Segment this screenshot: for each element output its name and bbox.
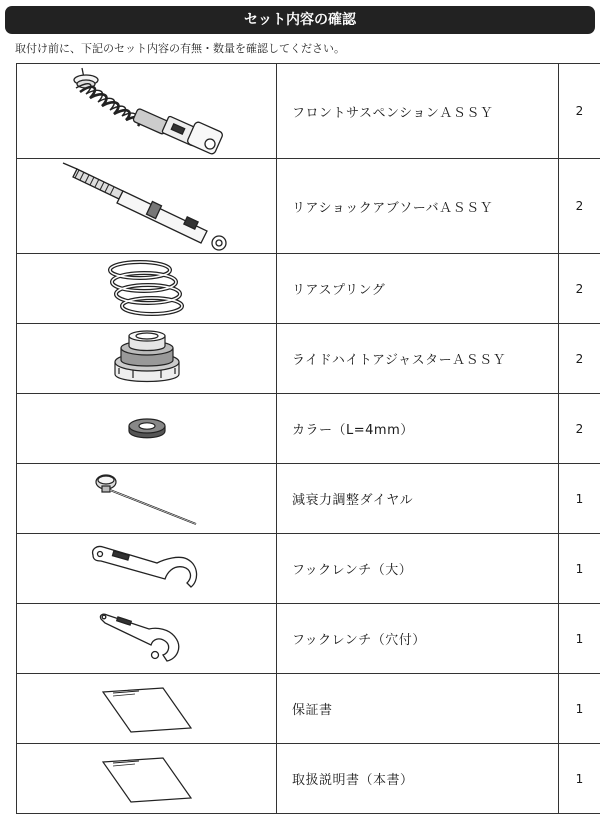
item-qty: 2 — [559, 159, 600, 254]
table-row — [17, 464, 600, 534]
item-qty: 2 — [559, 254, 600, 324]
item-name: カラー（L=4mm） — [277, 394, 559, 464]
item-name: フックレンチ（大） — [277, 534, 559, 604]
item-qty: 1 — [559, 464, 600, 534]
rear-shock-icon — [57, 159, 237, 253]
table-row — [17, 64, 600, 159]
table-row — [17, 159, 600, 254]
damping-dial-icon — [92, 470, 202, 528]
item-qty: 1 — [559, 604, 600, 674]
table-row — [17, 534, 600, 604]
hook-wrench-hole-icon — [97, 609, 197, 669]
item-qty: 2 — [559, 324, 600, 394]
item-qty: 1 — [559, 674, 600, 744]
item-name: ライドハイトアジャスターＡＳＳＹ — [277, 324, 559, 394]
manual-icon — [99, 754, 195, 804]
item-name: 保証書 — [277, 674, 559, 744]
section-header — [5, 6, 595, 34]
item-name: 減衰力調整ダイヤル — [277, 464, 559, 534]
item-name: フックレンチ（穴付） — [277, 604, 559, 674]
item-name: 取扱説明書（本書） — [277, 744, 559, 814]
table-row — [17, 744, 600, 814]
ride-height-adjuster-icon — [107, 328, 187, 390]
table-row — [17, 604, 600, 674]
section-title: セット内容の確認 — [244, 12, 356, 28]
warranty-card-icon — [99, 684, 195, 734]
item-name: フロントサスペンションＡＳＳＹ — [277, 64, 559, 159]
table-row — [17, 674, 600, 744]
item-qty: 2 — [559, 64, 600, 159]
item-qty: 2 — [559, 394, 600, 464]
item-name: リアスプリング — [277, 254, 559, 324]
front-suspension-icon — [62, 64, 232, 158]
item-name: リアショックアブソーバＡＳＳＹ — [277, 159, 559, 254]
instruction-text: 取付け前に、下記のセット内容の有無・数量を確認してください。 — [15, 42, 345, 55]
parts-table — [16, 63, 600, 814]
table-row — [17, 254, 600, 324]
collar-icon — [122, 414, 172, 444]
table-row — [17, 394, 600, 464]
hook-wrench-large-icon — [87, 539, 207, 599]
spring-icon — [102, 258, 192, 320]
item-qty: 1 — [559, 744, 600, 814]
item-qty: 1 — [559, 534, 600, 604]
table-row — [17, 324, 600, 394]
